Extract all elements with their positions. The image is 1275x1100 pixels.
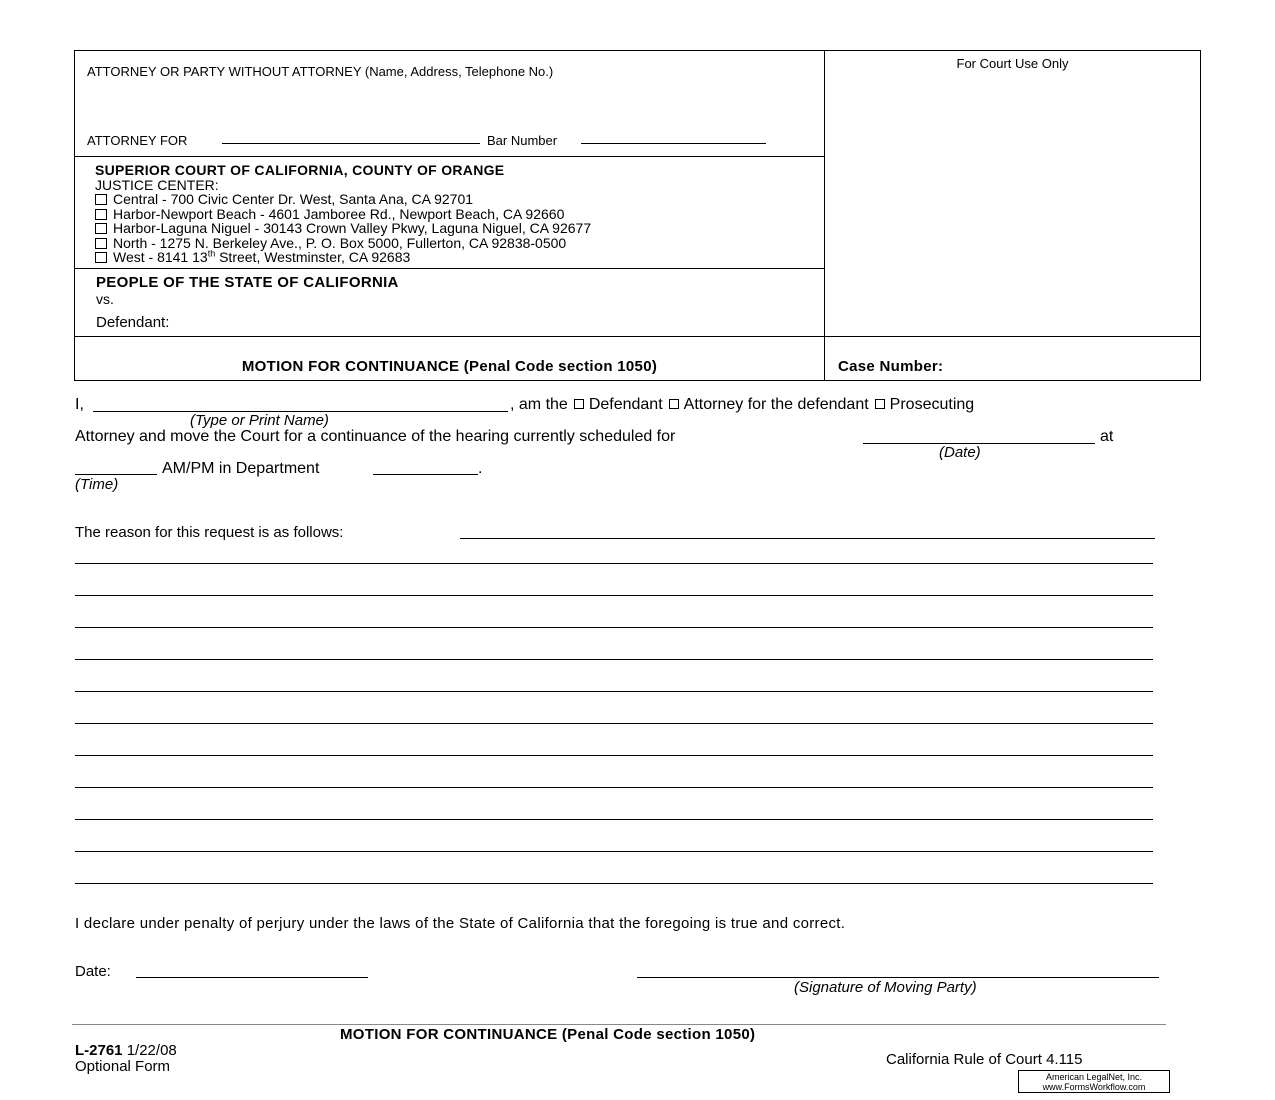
reason-line[interactable]: [75, 819, 1153, 820]
i-label: I,: [75, 396, 84, 413]
divider-court: [74, 268, 825, 269]
checkbox-attorney[interactable]: [669, 399, 679, 409]
form-number: L-2761 1/22/08: [75, 1042, 177, 1059]
plaintiff-name: PEOPLE OF THE STATE OF CALIFORNIA: [96, 274, 399, 291]
date-caption: (Date): [939, 444, 981, 461]
reason-line[interactable]: [75, 563, 1153, 564]
court-title: SUPERIOR COURT OF CALIFORNIA, COUNTY OF ORANGE: [95, 162, 505, 178]
time-field[interactable]: [75, 474, 157, 475]
footer-rule: [72, 1024, 1166, 1025]
at-label: at: [1100, 428, 1114, 445]
justice-center-list: [95, 192, 591, 265]
checkbox[interactable]: [95, 238, 107, 249]
divider-parties: [74, 336, 1201, 337]
checkbox[interactable]: [95, 209, 107, 220]
declaration-text: I declare under penalty of perjury under the laws of the State of California that the foregoing is true and correct.: [75, 915, 846, 932]
attorney-for-label: ATTORNEY FOR: [87, 133, 188, 148]
reason-label: The reason for this request is as follows:: [75, 524, 344, 541]
reason-line[interactable]: [75, 755, 1153, 756]
signature-date-field[interactable]: [136, 977, 368, 978]
signature-field[interactable]: [637, 977, 1159, 978]
center-option-north[interactable]: North - 1275 N. Berkeley Ave., P. O. Box 5000, Fullerton, CA 92838-0500: [95, 236, 591, 251]
bar-number-label: Bar Number: [487, 133, 558, 148]
optional-form-label: Optional Form: [75, 1058, 171, 1075]
reason-line[interactable]: [75, 627, 1153, 628]
reason-line[interactable]: [75, 787, 1153, 788]
option-defendant: Defendant: [588, 396, 663, 413]
reason-line[interactable]: [75, 691, 1153, 692]
footer-title: MOTION FOR CONTINUANCE (Penal Code section 1050): [340, 1026, 756, 1043]
signature-caption: (Signature of Moving Party): [794, 979, 977, 996]
option-attorney: Attorney for the defendant: [683, 396, 869, 413]
attorney-for-field[interactable]: [222, 143, 480, 144]
checkbox[interactable]: [95, 252, 107, 263]
reason-line[interactable]: [75, 595, 1153, 596]
time-caption: (Time): [75, 476, 119, 493]
vendor-name: American LegalNet, Inc.: [1045, 1072, 1143, 1082]
ampm-label: AM/PM in Department: [162, 460, 320, 477]
period: .: [478, 460, 483, 477]
reason-line[interactable]: [460, 538, 1155, 539]
department-field[interactable]: [373, 474, 478, 475]
rule-reference: California Rule of Court 4.115: [886, 1051, 1083, 1068]
attorney-label: ATTORNEY OR PARTY WITHOUT ATTORNEY (Name, Address, Telephone No.): [87, 64, 554, 79]
bar-number-field[interactable]: [581, 143, 766, 144]
defendant-label: Defendant:: [96, 314, 170, 331]
checkbox-prosecuting[interactable]: [875, 399, 885, 409]
center-option-harbor-newport[interactable]: Harbor-Newport Beach - 4601 Jamboree Rd., Newport Beach, CA 92660: [95, 207, 591, 222]
vendor-badge: [1018, 1070, 1170, 1093]
center-option-west[interactable]: West - 8141 13th Street, Westminster, CA 92683: [95, 250, 591, 265]
reason-line[interactable]: [75, 883, 1153, 884]
vendor-url: www.FormsWorkflow.com: [1042, 1082, 1146, 1092]
case-number-label: Case Number:: [838, 358, 944, 375]
reason-line[interactable]: [75, 723, 1153, 724]
center-option-harbor-laguna[interactable]: Harbor-Laguna Niguel - 30143 Crown Valley Pkwy, Laguna Niguel, CA 92677: [95, 221, 591, 236]
reason-line[interactable]: [75, 659, 1153, 660]
center-option-central[interactable]: Central - 700 Civic Center Dr. West, Santa Ana, CA 92701: [95, 192, 591, 207]
checkbox[interactable]: [95, 194, 107, 205]
form-title: MOTION FOR CONTINUANCE (Penal Code section 1050): [241, 358, 658, 375]
name-caption: (Type or Print Name): [190, 412, 329, 429]
continuance-text: Attorney and move the Court for a continuance of the hearing currently scheduled for: [75, 428, 676, 445]
am-the-label: , am the: [510, 396, 568, 413]
court-use-label: For Court Use Only: [956, 56, 1069, 71]
vs-label: vs.: [96, 291, 114, 307]
reason-line[interactable]: [75, 851, 1153, 852]
checkbox-defendant[interactable]: [574, 399, 584, 409]
role-selection: [510, 396, 974, 414]
checkbox[interactable]: [95, 223, 107, 234]
justice-center-label: JUSTICE CENTER:: [95, 177, 219, 193]
divider-attorney: [74, 156, 825, 157]
date-label: Date:: [75, 963, 111, 980]
vertical-divider: [824, 50, 825, 381]
option-prosecuting: Prosecuting: [889, 396, 975, 413]
